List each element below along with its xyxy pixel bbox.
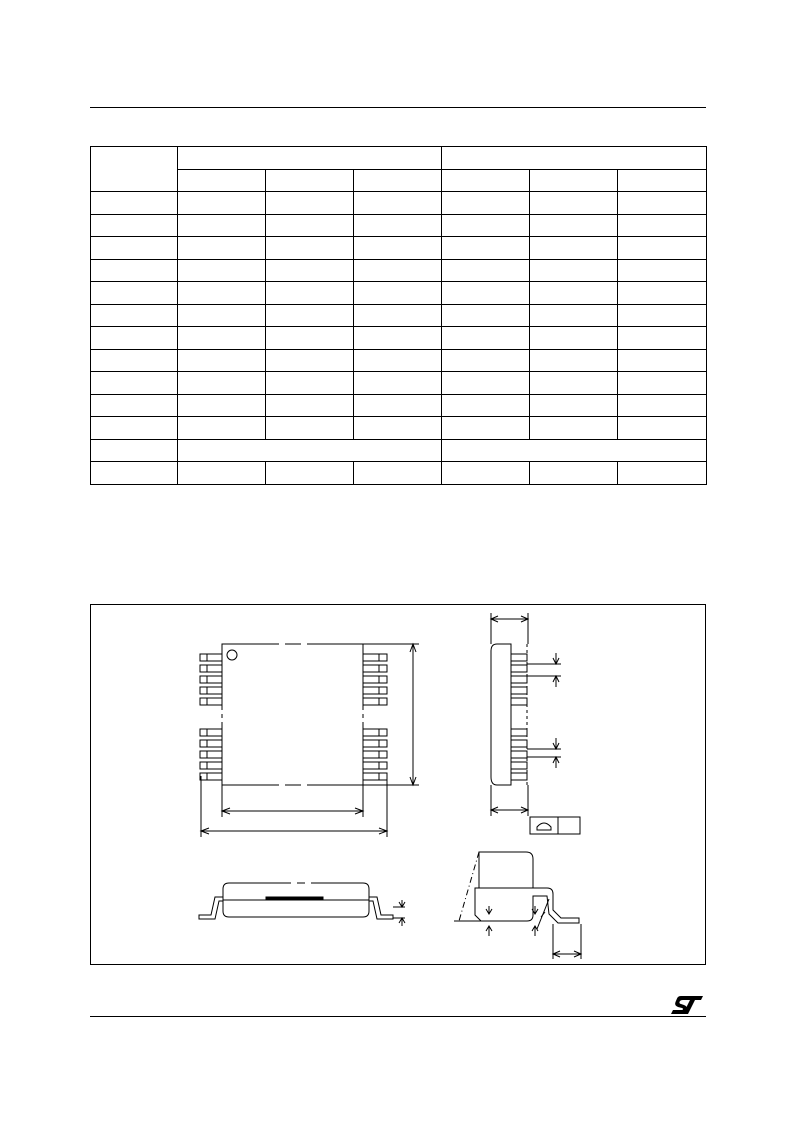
datum-symbol-icon bbox=[537, 823, 551, 830]
table-cell bbox=[91, 439, 178, 462]
table-cell bbox=[442, 394, 530, 417]
table-subheader-cell bbox=[442, 170, 530, 192]
table-cell-merged bbox=[178, 439, 442, 462]
table-cell bbox=[530, 304, 618, 327]
header-rule bbox=[90, 107, 706, 108]
table-cell bbox=[530, 349, 618, 372]
table-subheader-cell bbox=[178, 170, 266, 192]
side-view-end bbox=[491, 613, 580, 834]
lead-pin bbox=[200, 762, 222, 769]
lead-right-profile bbox=[369, 897, 393, 919]
table-cell bbox=[266, 462, 354, 485]
table-cell bbox=[530, 237, 618, 260]
table-subheader-cell bbox=[354, 170, 442, 192]
lead-pin bbox=[200, 751, 222, 758]
table-row bbox=[91, 259, 707, 282]
table-cell bbox=[354, 304, 442, 327]
end-view-lead bbox=[511, 729, 527, 736]
lead-pin bbox=[200, 698, 222, 705]
table-cell bbox=[91, 372, 178, 395]
table-cell bbox=[354, 349, 442, 372]
lead-pin bbox=[200, 665, 222, 672]
table-cell bbox=[354, 327, 442, 350]
table-cell bbox=[442, 372, 530, 395]
table-cell bbox=[91, 259, 178, 282]
table-cell bbox=[530, 327, 618, 350]
table-cell bbox=[618, 417, 707, 440]
table-row bbox=[91, 214, 707, 237]
table-cell bbox=[178, 259, 266, 282]
table-cell bbox=[442, 304, 530, 327]
table-cell bbox=[442, 282, 530, 305]
table-header-group-mm bbox=[178, 147, 442, 170]
table-cell bbox=[618, 259, 707, 282]
table-cell bbox=[618, 394, 707, 417]
table-row bbox=[91, 372, 707, 395]
table-cell bbox=[354, 462, 442, 485]
table-cell bbox=[266, 259, 354, 282]
table-cell bbox=[266, 192, 354, 215]
top-view bbox=[200, 644, 419, 837]
table-cell bbox=[530, 462, 618, 485]
table-cell bbox=[354, 259, 442, 282]
table-cell bbox=[442, 192, 530, 215]
lead-pin bbox=[363, 687, 387, 694]
end-view-lead bbox=[511, 676, 527, 683]
table-cell bbox=[618, 372, 707, 395]
table-cell bbox=[91, 304, 178, 327]
table-cell bbox=[354, 394, 442, 417]
table-cell bbox=[178, 327, 266, 350]
table-row bbox=[91, 304, 707, 327]
lead-pin bbox=[363, 654, 387, 661]
table-header-row bbox=[91, 147, 707, 170]
table-cell bbox=[178, 394, 266, 417]
table-row bbox=[91, 237, 707, 260]
table-header-dim-cell bbox=[91, 147, 178, 192]
lead-detail bbox=[454, 852, 581, 959]
end-view-lead bbox=[511, 665, 527, 672]
lead-pin bbox=[363, 729, 387, 736]
end-view-lead bbox=[511, 698, 527, 705]
table-header-group-inch bbox=[442, 147, 707, 170]
table-cell bbox=[178, 462, 266, 485]
table-row bbox=[91, 394, 707, 417]
table-cell bbox=[91, 327, 178, 350]
table-cell bbox=[354, 214, 442, 237]
table-cell bbox=[354, 237, 442, 260]
package-drawing-frame bbox=[90, 604, 706, 965]
pin1-marker bbox=[227, 650, 237, 660]
package-drawing bbox=[91, 605, 705, 964]
lead-pin bbox=[200, 676, 222, 683]
end-view-body bbox=[491, 644, 511, 785]
table-cell bbox=[266, 282, 354, 305]
end-view-lead bbox=[511, 654, 527, 661]
footer-rule bbox=[90, 1016, 706, 1017]
table-cell bbox=[91, 192, 178, 215]
table-cell bbox=[266, 237, 354, 260]
table-cell bbox=[442, 349, 530, 372]
table-row bbox=[91, 462, 707, 485]
table-cell bbox=[91, 417, 178, 440]
lead-pin bbox=[200, 773, 222, 780]
lead-pin bbox=[363, 665, 387, 672]
table-row bbox=[91, 417, 707, 440]
table-cell bbox=[178, 417, 266, 440]
table-cell bbox=[618, 304, 707, 327]
table-cell bbox=[91, 349, 178, 372]
st-logo bbox=[669, 994, 705, 1021]
detail-body-upper bbox=[479, 852, 533, 888]
table-cell bbox=[266, 327, 354, 350]
lead-pin bbox=[200, 654, 222, 661]
table-cell bbox=[91, 462, 178, 485]
table-body bbox=[91, 192, 707, 485]
table-row bbox=[91, 439, 707, 462]
table-cell bbox=[266, 372, 354, 395]
table-row bbox=[91, 282, 707, 305]
table-cell bbox=[618, 462, 707, 485]
table-cell bbox=[618, 282, 707, 305]
table-cell bbox=[266, 417, 354, 440]
table-cell bbox=[618, 327, 707, 350]
table-cell bbox=[442, 214, 530, 237]
table-cell bbox=[618, 349, 707, 372]
table-cell bbox=[354, 192, 442, 215]
lead-pin bbox=[363, 698, 387, 705]
lead-pin bbox=[200, 687, 222, 694]
package-body-outline bbox=[222, 644, 363, 785]
table-cell bbox=[178, 282, 266, 305]
table-cell bbox=[442, 237, 530, 260]
table-cell bbox=[266, 394, 354, 417]
lead-pin bbox=[200, 729, 222, 736]
table-cell bbox=[178, 372, 266, 395]
st-logo-icon bbox=[669, 994, 705, 1016]
end-view-lead bbox=[511, 751, 527, 758]
table-cell bbox=[266, 214, 354, 237]
lead-left-profile bbox=[199, 897, 223, 919]
table-row bbox=[91, 327, 707, 350]
table-row bbox=[91, 349, 707, 372]
table-cell bbox=[530, 192, 618, 215]
long-view-slug bbox=[266, 897, 323, 900]
table-cell bbox=[530, 282, 618, 305]
table-row bbox=[91, 192, 707, 215]
lead-pin bbox=[363, 773, 387, 780]
table-cell bbox=[442, 462, 530, 485]
lead-pin bbox=[363, 740, 387, 747]
table-cell bbox=[530, 372, 618, 395]
table-cell bbox=[91, 282, 178, 305]
end-view-lead bbox=[511, 687, 527, 694]
table-cell bbox=[442, 327, 530, 350]
end-view-lead bbox=[511, 773, 527, 780]
table-subheader-cell bbox=[618, 170, 707, 192]
table-cell bbox=[91, 214, 178, 237]
table-cell-merged bbox=[442, 439, 707, 462]
lead-pin bbox=[363, 676, 387, 683]
table-cell bbox=[530, 214, 618, 237]
table-cell bbox=[178, 304, 266, 327]
side-view-long bbox=[199, 883, 405, 926]
leads-right bbox=[363, 654, 387, 780]
table-cell bbox=[178, 349, 266, 372]
table-cell bbox=[266, 349, 354, 372]
table-cell bbox=[618, 214, 707, 237]
table-subheader-row bbox=[91, 170, 707, 192]
end-view-leads bbox=[511, 654, 527, 780]
lead-pin bbox=[200, 740, 222, 747]
table-cell bbox=[530, 394, 618, 417]
table-cell bbox=[618, 237, 707, 260]
table-subheader-cell bbox=[530, 170, 618, 192]
table-cell bbox=[354, 417, 442, 440]
dimensions-table bbox=[90, 146, 707, 485]
table-cell bbox=[91, 394, 178, 417]
detail-centerline bbox=[459, 852, 479, 921]
table-cell bbox=[178, 237, 266, 260]
table-cell bbox=[618, 192, 707, 215]
table-cell bbox=[530, 417, 618, 440]
leads-left bbox=[200, 654, 222, 780]
table-cell bbox=[530, 259, 618, 282]
datum-box bbox=[530, 817, 580, 834]
table-cell bbox=[91, 237, 178, 260]
lead-pin bbox=[363, 751, 387, 758]
table-cell bbox=[442, 417, 530, 440]
table-cell bbox=[178, 192, 266, 215]
lead-pin bbox=[363, 762, 387, 769]
table-cell bbox=[354, 372, 442, 395]
table-cell bbox=[442, 259, 530, 282]
table-cell bbox=[178, 214, 266, 237]
table-cell bbox=[354, 282, 442, 305]
end-view-lead bbox=[511, 762, 527, 769]
detail-lead-profile bbox=[475, 888, 579, 923]
table-subheader-cell bbox=[266, 170, 354, 192]
end-view-lead bbox=[511, 740, 527, 747]
table-cell bbox=[266, 304, 354, 327]
